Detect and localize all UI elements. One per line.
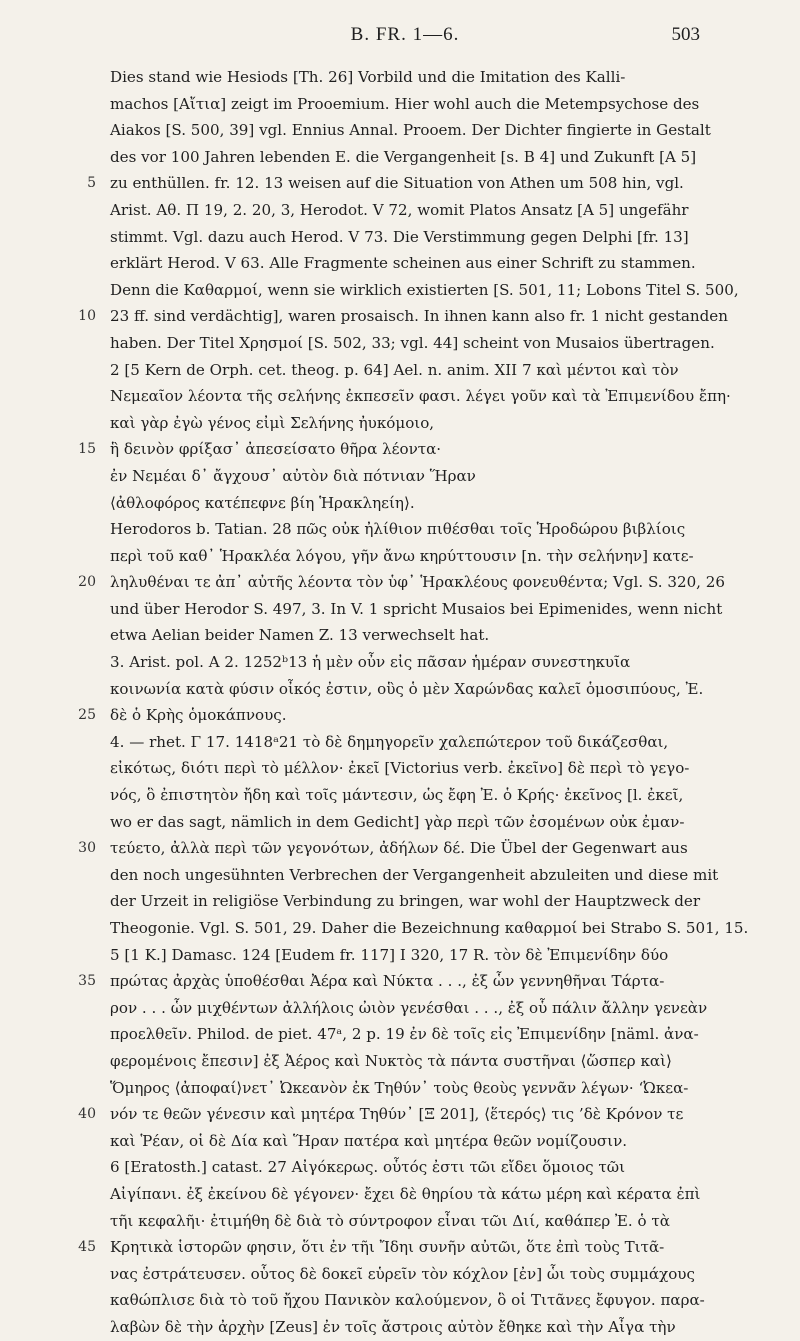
- text-line: [110, 755, 700, 782]
- line-text: καθώπλισε διὰ τὸ τοῦ ἤχου Πανικὸν καλούμενον, ὃ οἱ Τιτᾶνες ἔφυγον. παρα-: [110, 1291, 705, 1310]
- line-text: wo er das sagt, nämlich in dem Gedicht] γὰρ περὶ τῶν ἐσομένων οὐκ ἐμαν-: [110, 812, 685, 831]
- line-text: περὶ τοῦ καθ᾽ Ἡρακλέα λόγου, γῆν ἄνω κηρύττουσιν [n. τὴν σελήνην] κατε-: [110, 546, 694, 565]
- line-text: den noch ungesühnten Verbrechen der Vergangenheit abzuleiten und diese mit: [110, 865, 719, 884]
- text-line: [110, 676, 704, 703]
- text-line: [78, 1234, 700, 1261]
- line-number: 45: [78, 1239, 96, 1256]
- text-line: [110, 64, 700, 91]
- line-number: 35: [78, 973, 96, 990]
- text-line: [110, 1075, 700, 1102]
- text-line: [110, 622, 700, 649]
- line-number: 5: [87, 175, 96, 192]
- line-text: der Urzeit in religiöse Verbindung zu bringen, war wohl der Hauptzweck der: [110, 892, 701, 911]
- line-text: Denn die Καθαρμοί, wenn sie wirklich existierten [S. 501, 11; Lobons Titel S. 500,: [110, 280, 739, 299]
- line-text: κοινωνία κατὰ φύσιν οἶκός ἐστιν, οὓς ὁ μὲν Χαρώνδας καλεῖ ὁμοσιπύους, Ἐ.: [110, 679, 704, 698]
- line-text: Aiakos [S. 500, 39] vgl. Ennius Annal. Prooem. Der Dichter fingierte in Gestalt: [110, 121, 711, 140]
- text-line: [110, 197, 700, 224]
- line-text: 5 [1 K.] Damasc. 124 [Eudem fr. 117] I 320, 17 R. τὸν δὲ Ἐπιμενίδην δύο: [110, 945, 669, 964]
- line-text: 4. — rhet. Γ 17. 1418ᵃ21 τὸ δὲ δημηγορεῖν χαλεπώτερον τοῦ δικάζεσθαι,: [110, 732, 669, 751]
- line-text: 3. Arist. pol. A 2. 1252ᵇ13 ἡ μὲν οὖν εἰς πᾶσαν ἡμέραν συνεστηκυῖα: [110, 653, 631, 672]
- line-text: zu enthüllen. fr. 12. 13 weisen auf die Situation von Athen um 508 hin, vgl.: [110, 174, 684, 193]
- line-text: ρον . . . ὧν μιχθέντων ἀλλήλοις ὠιὸν γενέσθαι . . ., ἐξ οὗ πάλιν ἄλλην γενεὰν: [110, 998, 708, 1017]
- page-number: 503: [671, 24, 700, 45]
- line-text: δὲ ὁ Κρὴς ὁμοκάπνους.: [110, 706, 287, 725]
- text-line: [110, 862, 719, 889]
- text-line: [110, 915, 749, 942]
- line-text: und über Herodor S. 497, 3. In V. 1 spricht Musaios bei Epimenides, wenn nicht: [110, 599, 723, 618]
- line-text: Κρητικὰ ἱστορῶν φησιν, ὅτι ἐν τῆι Ἴδηι συνῆν αὐτῶι, ὅτε ἐπὶ τοὺς Τιτᾶ-: [110, 1238, 665, 1257]
- line-number: 30: [78, 840, 96, 857]
- text-line: [78, 436, 700, 463]
- line-text: Αἰγίπανι. ἐξ ἐκείνου δὲ γέγονεν· ἔχει δὲ θηρίου τὰ κάτω μέρη καὶ κέρατα ἐπὶ: [110, 1184, 701, 1203]
- text-line: [110, 1021, 700, 1048]
- line-text: ⟨ἀθλοφόρος κατέπεφνε βίη Ἡρακληείη⟩.: [110, 493, 415, 512]
- line-text: νός, ὃ ἐπιστητὸν ἤδη καὶ τοῖς μάντεσιν, ὡς ἔφη Ἐ. ὁ Κρής· ἐκεῖνος [l. ἐκεῖ,: [110, 786, 684, 805]
- line-text: ἣ δεινὸν φρίξασ᾽ ἀπεσείσατο θῆρα λέοντα·: [110, 440, 442, 459]
- line-text: erklärt Herod. V 63. Alle Fragmente scheinen aus einer Schrift zu stammen.: [110, 254, 696, 273]
- text-line: [110, 1128, 700, 1155]
- text-line: [110, 942, 700, 969]
- line-text: stimmt. Vgl. dazu auch Herod. V 73. Die Verstimmung gegen Delphi [fr. 13]: [110, 227, 689, 246]
- line-text: λαβὼν δὲ τὴν ἀρχὴν [Zeus] ἐν τοῖς ἄστροις αὐτὸν ἔθηκε καὶ τὴν Αἶγα τὴν: [110, 1317, 676, 1336]
- line-text: φερομένοις ἔπεσιν] ἐξ Ἀέρος καὶ Νυκτὸς τὰ πάντα συστῆναι ⟨ὥσπερ καὶ⟩: [110, 1051, 672, 1070]
- text-line: [110, 596, 723, 623]
- text-line: [110, 809, 700, 836]
- line-text: νόν τε θεῶν γένεσιν καὶ μητέρα Τηθύν᾽ [Ξ 201], ⟨ἕτερός⟩ τις ’δὲ Κρόνον τε: [110, 1105, 684, 1124]
- line-text: Ὅμηρος ⟨ἀποφαί⟩νετ᾽ Ὠκεανὸν ἐκ Τηθύν᾽ τοὺς θεοὺς γεννᾶν λέγων· ‘Ὠκεα-: [110, 1078, 689, 1097]
- line-number: 15: [78, 441, 96, 458]
- text-line: [110, 330, 715, 357]
- line-number: 20: [78, 574, 96, 591]
- line-text: νας ἐστράτευσεν. οὗτος δὲ δοκεῖ εὑρεῖν τὸν κόχλον [ἐν] ὧι τοὺς συμμάχους: [110, 1264, 695, 1283]
- text-line: [78, 303, 728, 330]
- text-line: [110, 410, 700, 437]
- line-number: 10: [78, 308, 96, 325]
- text-line: [110, 1208, 700, 1235]
- text-line: [110, 1261, 700, 1288]
- line-text: τεύετο, ἀλλὰ περὶ τῶν γεγονότων, ἀδήλων δέ. Die Übel der Gegenwart aus: [110, 839, 688, 858]
- line-text: des vor 100 Jahren lebenden E. die Vergangenheit [s. B 4] und Zukunft [A 5]: [110, 147, 697, 166]
- text-line: [110, 117, 711, 144]
- line-text: εἰκότως, διότι περὶ τὸ μέλλον· ἐκεῖ [Victorius verb. ἐκεῖνο] δὲ περὶ τὸ γεγο-: [110, 759, 690, 778]
- line-text: καὶ Ῥέαν, οἱ δὲ Δία καὶ Ἥραν πατέρα καὶ μητέρα θεῶν νομίζουσιν.: [110, 1131, 628, 1150]
- text-line: [110, 1048, 700, 1075]
- text-line: [78, 702, 700, 729]
- text-line: [110, 995, 708, 1022]
- text-line: [110, 357, 700, 384]
- line-text: Arist. Αθ. Π 19, 2. 20, 3, Herodot. V 72, womit Platos Ansatz [A 5] ungefähr: [110, 200, 689, 219]
- text-line: [110, 516, 700, 543]
- text-line: [110, 1287, 705, 1314]
- line-text: machos [Αἴτια] zeigt im Prooemium. Hier wohl auch die Metempsychose des: [110, 94, 700, 113]
- line-text: 2 [5 Kern de Orph. cet. theog. p. 64] Ael. n. anim. XII 7 καὶ μέντοι καὶ τὸν: [110, 360, 679, 379]
- line-text: Theogonie. Vgl. S. 501, 29. Daher die Bezeichnung καθαρμοί bei Strabo S. 501, 15.: [110, 919, 749, 937]
- text-line: [110, 277, 739, 304]
- text-line: [110, 1314, 700, 1341]
- text-line: [110, 383, 731, 410]
- line-text: καὶ γὰρ ἐγὼ γένος εἰμὶ Σελήνης ἠυκόμοιο,: [110, 413, 435, 432]
- line-number: 25: [78, 707, 96, 724]
- text-line: [110, 888, 700, 915]
- line-text: τῆι κεφαλῆι· ἐτιμήθη δὲ διὰ τὸ σύντροφον εἶναι τῶι Διί, καθάπερ Ἐ. ὁ τὰ: [110, 1211, 670, 1230]
- line-text: Dies stand wie Hesiods [Th. 26] Vorbild und die Imitation des Kalli-: [110, 68, 626, 86]
- line-text: πρώτας ἀρχὰς ὑποθέσθαι Ἀέρα καὶ Νύκτα . . ., ἐξ ὧν γεννηθῆναι Τάρτα-: [110, 972, 665, 991]
- text-line: [110, 543, 700, 570]
- text-line: [110, 250, 700, 277]
- line-number: 40: [78, 1106, 96, 1123]
- text-line: [110, 463, 700, 490]
- text-line: [110, 782, 700, 809]
- line-text: haben. Der Titel Χρησμοί [S. 502, 33; vgl. 44] scheint von Musaios übertragen.: [110, 333, 715, 352]
- text-line: [78, 1101, 700, 1128]
- running-title: B. FR. 1—6.: [350, 24, 460, 45]
- line-text: 23 ff. sind verdächtig], waren prosaisch. In ihnen kann also fr. 1 nicht gestanden: [110, 307, 728, 326]
- text-line: [78, 569, 725, 596]
- text-line: [87, 170, 700, 197]
- text-line: [110, 224, 700, 251]
- line-text: 6 [Eratosth.] catast. 27 Αἰγόκερως. οὗτός ἐστι τῶι εἴδει ὅμοιος τῶι: [110, 1158, 626, 1177]
- text-line: [110, 490, 700, 517]
- text-line: [78, 835, 700, 862]
- line-text: ἐν Νεμέαι δ᾽ ἄγχουσ᾽ αὐτὸν διὰ πότνιαν Ἥραν: [110, 466, 476, 485]
- line-text: etwa Aelian beider Namen Z. 13 verwechselt hat.: [110, 626, 490, 645]
- text-line: [110, 649, 700, 676]
- text-line: [78, 968, 700, 995]
- text-line: [110, 729, 700, 756]
- line-text: ληλυθέναι τε ἀπ᾽ αὐτῆς λέοντα τὸν ὑφ᾽ Ἡρακλέους φονευθέντα; Vgl. S. 320, 26: [110, 573, 725, 592]
- line-text: Νεμεαῖον λέοντα τῆς σελήνης ἐκπεσεῖν φασι. λέγει γοῦν καὶ τὰ Ἐπιμενίδου ἔπη·: [110, 387, 731, 406]
- page-body: [78, 64, 749, 1341]
- line-text: προελθεῖν. Philod. de piet. 47ᵃ, 2 p. 19 ἐν δὲ τοῖς εἰς Ἐπιμενίδην [näml. ἀνα-: [110, 1025, 699, 1044]
- text-line: [110, 1154, 700, 1181]
- text-line: [110, 144, 700, 171]
- line-text: Herodoros b. Tatian. 28 πῶς οὐκ ἠλίθιον πιθέσθαι τοῖς Ἡροδώρου βιβλίοις: [110, 520, 686, 539]
- text-line: [110, 91, 700, 118]
- text-line: [110, 1181, 700, 1208]
- page-header: [110, 24, 700, 54]
